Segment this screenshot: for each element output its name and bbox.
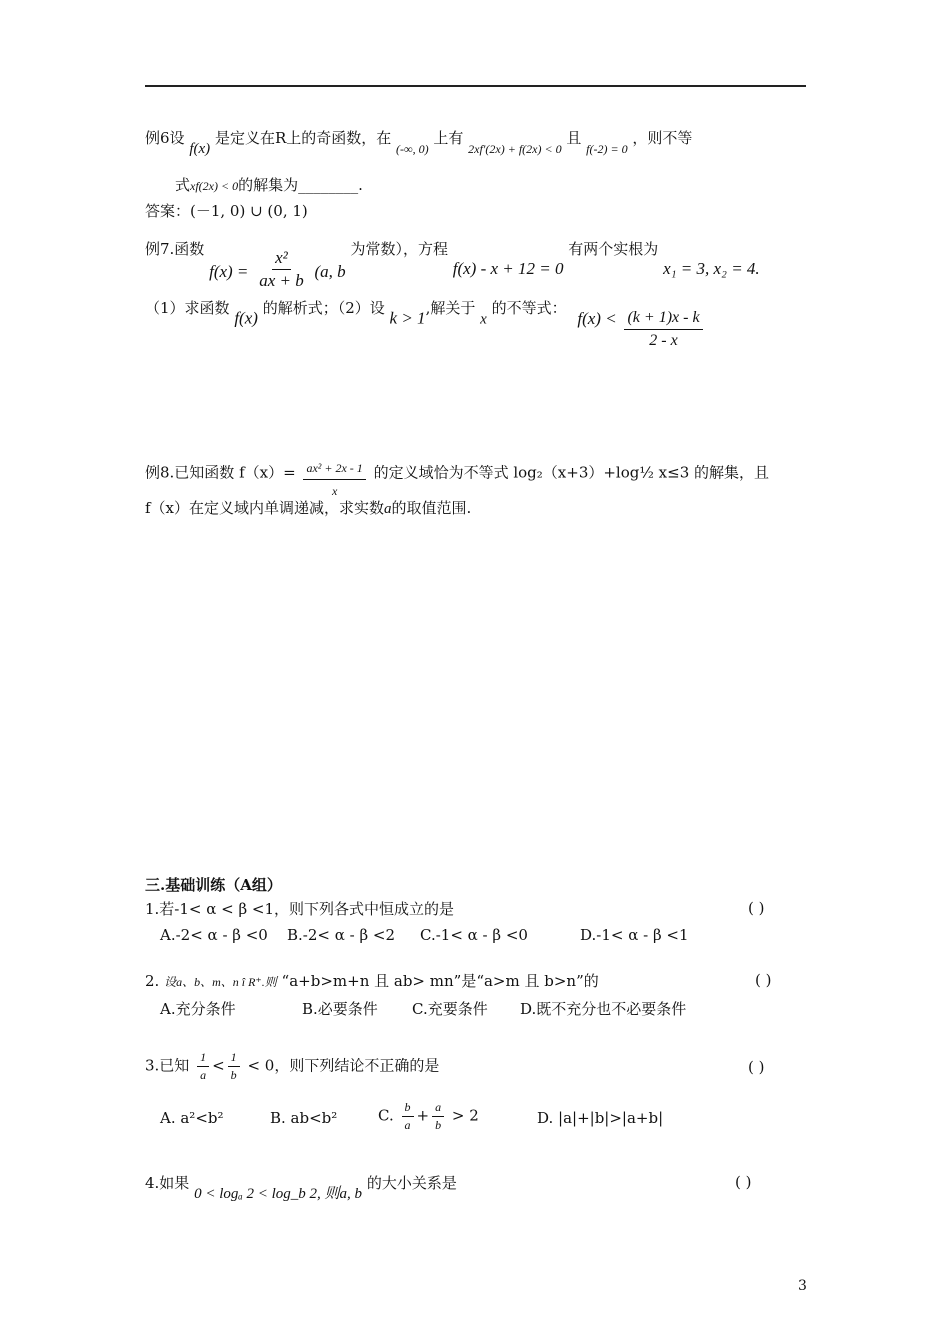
answer-paren: ( ) (755, 971, 772, 989)
fraction (624, 308, 702, 351)
text: 的解析式；（2）设 (262, 299, 385, 317)
text: ，则不等 (632, 129, 693, 147)
option-c (378, 1100, 479, 1133)
math-interval: (-∞, 0) (396, 142, 429, 156)
option-a: A.-2< α - β <0 (160, 926, 268, 944)
option-b: B.-2< α - β <2 (287, 926, 396, 944)
fraction (402, 1100, 414, 1133)
math-fx: f(x) (189, 141, 211, 157)
text: 为常数），方程 (350, 240, 448, 258)
question-1-stem: 1.若-1< α < β <1，则下列各式中恒成立的是 (145, 900, 455, 918)
text: 的解集为 (238, 176, 299, 194)
denominator: b (435, 1118, 442, 1132)
denominator: a (404, 1118, 411, 1132)
option-b: B.必要条件 (302, 1000, 378, 1018)
denominator: b (230, 1068, 237, 1082)
math-a: a (384, 501, 392, 517)
math-k: k > 1 (389, 308, 426, 328)
question-4-stem (145, 1173, 457, 1202)
option-d: D.既不充分也不必要条件 (520, 1000, 687, 1018)
example-6-line-2 (175, 175, 363, 196)
example-7-label: 例7.函数 (145, 240, 205, 258)
option-c: C.-1< α - β <0 (420, 926, 528, 944)
answer-paren: ( ) (735, 1173, 752, 1191)
numerator: b (402, 1100, 414, 1117)
text: < 0，则下列结论不正确的是 (247, 1056, 440, 1075)
math-lt: < (212, 1056, 225, 1075)
text: 的大小关系是 (366, 1174, 457, 1192)
option-b: B. ab<b² (270, 1109, 338, 1127)
math-condition-1: 2xf′(2x) + f(2x) < 0 (468, 142, 562, 156)
text: 的定义域恰为不等式 log₂（x+3）+log½ x≤3 的解集，且 (373, 463, 770, 482)
math-condition: 设a、b、m、n î R⁺.则 (164, 975, 277, 989)
math-log-inequality: 0 < logₐ 2 < log_b 2, 则a, b (194, 1186, 363, 1202)
option-letter: C. (378, 1106, 394, 1125)
math-roots: x₁ = 3, x₂ = 4. (663, 258, 760, 278)
text: 4.如果 (145, 1174, 190, 1192)
question-number: 2. (145, 972, 160, 990)
fraction (256, 248, 307, 291)
fraction (197, 1050, 209, 1083)
fraction (228, 1050, 240, 1083)
text: 是定义在R上的奇函数，在 (214, 129, 392, 147)
math-fx: f(x) = (209, 261, 249, 281)
example-7-line-2 (145, 298, 706, 349)
math-fx: f(x) (234, 308, 258, 328)
numerator: ax² + 2x - 1 (303, 458, 365, 480)
text: f（x）在定义域内单调递减，求实数 (145, 499, 385, 517)
text: 上有 (433, 129, 464, 147)
page-number: 3 (798, 1278, 807, 1294)
text: 且 (566, 129, 582, 147)
example-8-line-2 (145, 498, 471, 519)
text: ,解关于 (425, 299, 476, 317)
numerator: 1 (197, 1050, 209, 1067)
header-rule (145, 85, 806, 87)
math-plus: + (416, 1106, 430, 1125)
option-d: D. |a|+|b|>|a+b| (537, 1109, 664, 1127)
example-6-answer: 答案：(－1, 0) ∪ (0, 1) (145, 202, 308, 220)
option-a: A. a²<b² (160, 1109, 224, 1127)
text: 式 (175, 176, 191, 194)
example-6-label: 例6设 (145, 129, 185, 147)
math-inequality: xf(2x) < 0 (190, 179, 239, 193)
question-3-stem (145, 1050, 439, 1083)
math-x: x (480, 311, 487, 328)
numerator: a (432, 1100, 444, 1117)
math-equation: f(x) - x + 12 = 0 (452, 258, 564, 278)
denominator: 2 - x (649, 332, 678, 349)
option-a: A.充分条件 (160, 1000, 236, 1018)
option-c: C.充要条件 (412, 1000, 488, 1018)
answer-paren: ( ) (748, 1058, 765, 1076)
denominator: ax + b (259, 271, 304, 290)
numerator: 1 (228, 1050, 240, 1067)
text: 的不等式： (491, 299, 567, 317)
text: （1）求函数 (145, 299, 230, 317)
text: . (358, 176, 363, 194)
option-d: D.-1< α - β <1 (580, 926, 689, 944)
example-8-line-1 (145, 452, 770, 498)
math-inequality-left: f(x) < (577, 308, 617, 328)
text: 的取值范围. (391, 499, 472, 517)
section-title: 三.基础训练（A组） (145, 876, 282, 894)
text: “a+b>m+n 且 ab> mn”是“a>m 且 b>n”的 (281, 972, 599, 990)
fraction (303, 458, 365, 501)
text: > 2 (451, 1106, 479, 1125)
text: 3.已知 (145, 1056, 190, 1075)
numerator: (k + 1)x - k (624, 308, 702, 330)
denominator: a (200, 1068, 207, 1082)
fraction (432, 1100, 444, 1133)
example-6-line-1 (145, 128, 693, 157)
answer-blank: ________ (298, 176, 359, 194)
question-2-stem (145, 971, 599, 992)
text: 有两个实根为 (568, 240, 659, 258)
answer-paren: ( ) (748, 899, 765, 917)
example-8-label: 例8.已知函数 f（x）= (145, 463, 296, 482)
denominator: x (331, 484, 338, 498)
math-condition-2: f(-2) = 0 (586, 142, 628, 156)
example-7-line-1 (145, 238, 760, 290)
numerator: x² (272, 248, 291, 270)
math-params: (a, b (314, 261, 346, 281)
